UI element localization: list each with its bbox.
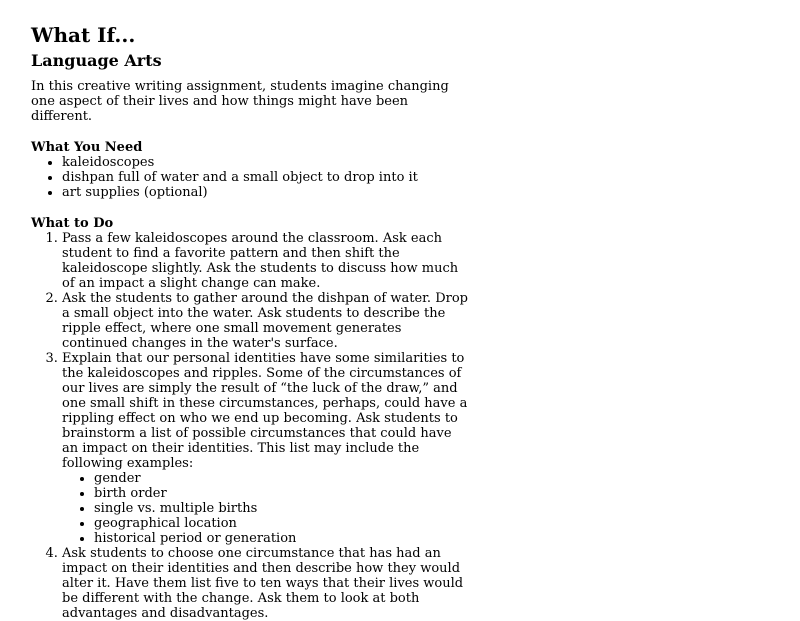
list-item: • geographical location bbox=[94, 516, 471, 531]
step-item bbox=[62, 231, 471, 291]
list-item: • dishpan full of water and a small object to drop into it bbox=[62, 170, 471, 185]
step-item bbox=[62, 546, 471, 621]
step-item bbox=[62, 291, 471, 351]
step-text: Ask students to choose one circumstance that has had an impact on their identities and then describe how they would alter it. Have them list five to ten ways that their lives would be different with the change. Ask them to look at both advantages and disadvantages. bbox=[62, 546, 464, 621]
list-item: • birth order bbox=[94, 486, 471, 501]
list-item: • gender bbox=[94, 471, 471, 486]
needs-list bbox=[31, 155, 471, 200]
steps-list bbox=[31, 231, 471, 621]
steps-heading: What to Do bbox=[31, 216, 114, 231]
list-item: • art supplies (optional) bbox=[62, 185, 471, 200]
list-item: • kaleidoscopes bbox=[62, 155, 471, 170]
step-text: Ask the students to gather around the dishpan of water. Drop a small object into the water. Ask students to describe the ripple effect, where one small movement generates continued changes in the water's surface. bbox=[62, 291, 468, 351]
list-item: • historical period or generation bbox=[94, 531, 471, 546]
examples-list bbox=[62, 471, 471, 546]
needs-heading: What You Need bbox=[31, 140, 143, 155]
step-text: Pass a few kaleidoscopes around the classroom. Ask each student to find a favorite pattern and then shift the kaleidoscope slightly. Ask the students to discuss how much of an impact a slight change can make. bbox=[62, 231, 459, 291]
intro-paragraph: In this creative writing assignment, students imagine changing one aspect of their lives and how things might have been different. bbox=[31, 79, 449, 124]
subject-heading: Language Arts bbox=[31, 51, 162, 70]
lesson-page bbox=[31, 22, 471, 621]
page-title: What If... bbox=[31, 23, 136, 47]
step-item bbox=[62, 351, 471, 546]
list-item: • single vs. multiple births bbox=[94, 501, 471, 516]
step-text: Explain that our personal identities have some similarities to the kaleidoscopes and ripples. Some of the circumstances of our lives are simply the result of “the luck of the draw,” and one small shift in these circumstances, perhaps, could have a rippling effect on who we end up becoming. Ask students to brainstorm a list of possible circumstances that could have an impact on their identities. This list may include the following examples: bbox=[62, 351, 468, 471]
